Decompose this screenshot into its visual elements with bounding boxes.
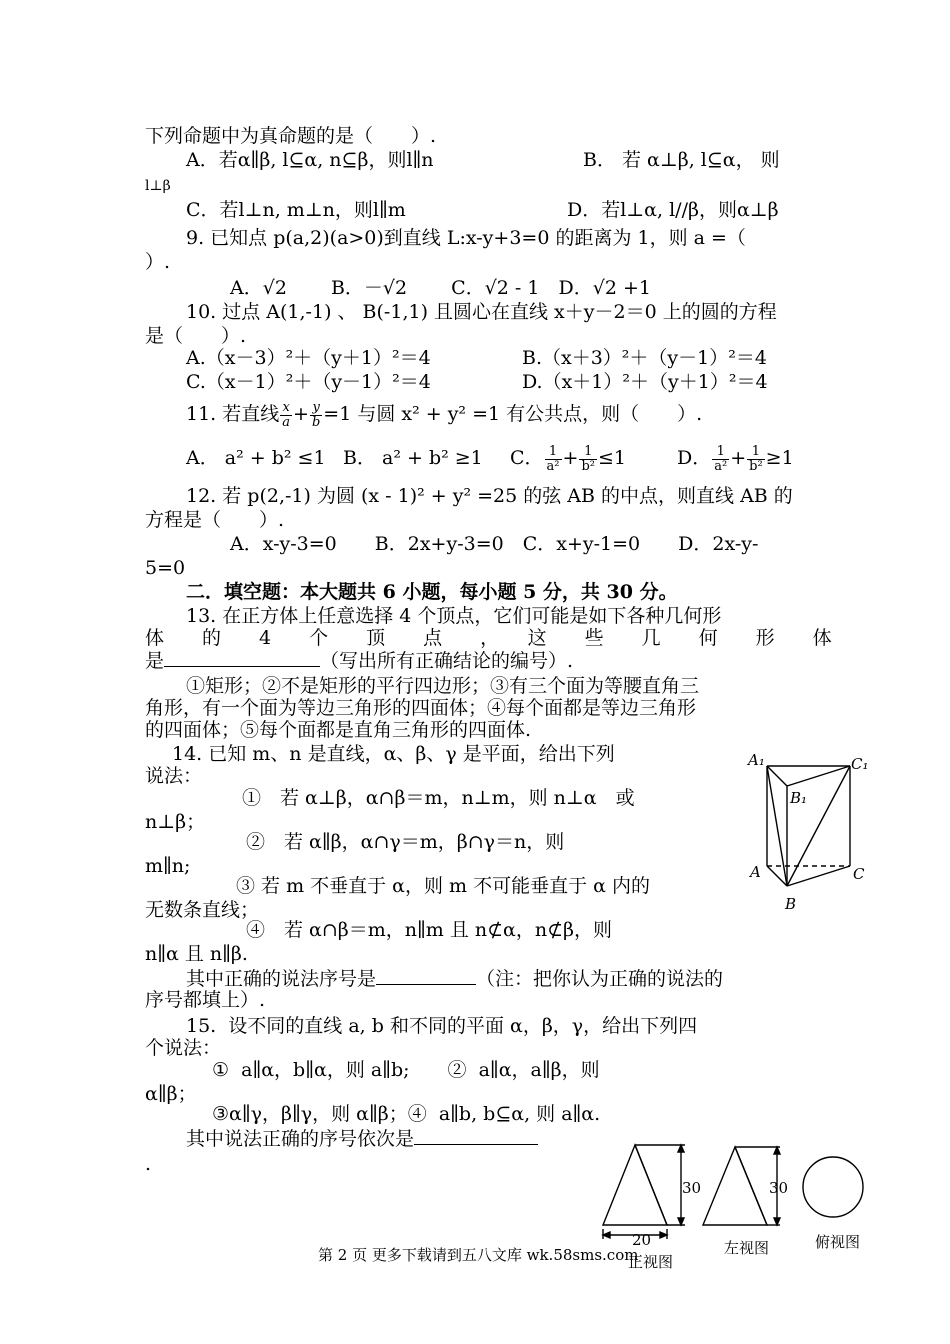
q8-option-b-cont: l⊥β bbox=[145, 178, 171, 194]
prism-diagonal-a1b bbox=[767, 766, 787, 886]
q13-line2: 体 的 4 个 顶 点 ， 这 些 几 何 形 体 bbox=[145, 627, 832, 649]
q14-line6: m∥n; bbox=[145, 855, 191, 877]
frac-y-over-b: $\frac{y}{b}$ bbox=[311, 399, 321, 430]
section2-heading: 二．填空题：本大题共 6 小题，每小题 5 分，共 30 分。 bbox=[186, 581, 678, 603]
page-footer: 第 2 页 更多下载请到五八文库 wk.58sms.com bbox=[318, 1246, 639, 1264]
q15-line4: α∥β； bbox=[145, 1083, 197, 1105]
q15-line1: 15. 设不同的直线 a, b 和不同的平面 α，β，γ，给出下列四 bbox=[186, 1015, 698, 1037]
front-view-height: 30 bbox=[682, 1179, 702, 1197]
q13-line6: 的四面体；⑤每个面都是直角三角形的四面体. bbox=[145, 719, 532, 741]
q13-line3: 是 （写出所有正确结论的编号）. bbox=[145, 650, 574, 672]
q14-line11: 其中正确的说法序号是 （注：把你认为正确的说法的 bbox=[186, 968, 724, 990]
q12-stem-cont: 方程是（ ）. bbox=[145, 509, 285, 531]
q14-answer-blank[interactable] bbox=[376, 966, 476, 985]
q12-options-cont: 5=0 bbox=[145, 557, 186, 579]
top-view-circle bbox=[803, 1157, 863, 1217]
q13-line4: ①矩形；②不是矩形的平行四边形；③有三个面为等腰直角三 bbox=[186, 675, 700, 697]
q13-answer-blank[interactable] bbox=[164, 648, 320, 667]
q14-line1: 14. 已知 m、n 是直线，α、β、γ 是平面，给出下列 bbox=[172, 743, 615, 765]
q10-option-b: B.（x＋3）²＋（y－1）²＝4 bbox=[522, 347, 767, 369]
q11-option-c: C． $\frac{1}{\text{a²}}$ + $\frac{1}{\text{b²}}$ ≤1 bbox=[510, 443, 626, 474]
prism-diagonal-c1b bbox=[787, 766, 850, 886]
q15-line2: 个说法： bbox=[145, 1037, 222, 1059]
q15-answer-blank[interactable] bbox=[414, 1126, 538, 1145]
q8-option-b: B． 若 α⊥β, l⊆α， 则 bbox=[583, 149, 780, 171]
prism-label-a: A bbox=[750, 863, 761, 881]
q8-option-c: C．若l⊥n, m⊥n，则l∥m bbox=[186, 199, 406, 221]
q14-line10: n∥α 且 n∥β. bbox=[145, 943, 248, 965]
q15-line3: ① a∥α，b∥α，则 a∥b; ② a∥α，a∥β，则 bbox=[212, 1059, 600, 1081]
q9-options: A．√2 B．－√2 C．√2 - 1 D．√2 +1 bbox=[230, 277, 651, 299]
prism-label-c1: C₁ bbox=[851, 755, 869, 773]
q10-stem-cont: 是（ ）. bbox=[145, 325, 247, 347]
q10-option-c: C.（x－1）²＋（y－1）²＝4 bbox=[186, 371, 431, 393]
q12-stem: 12. 若 p(2,-1) 为圆 (x - 1)² + y² =25 的弦 AB 的中点，则直线 AB 的 bbox=[186, 485, 793, 507]
q8-stem: 下列命题中为真命题的是（ ）. bbox=[145, 125, 437, 147]
q9-stem-cont: ）. bbox=[145, 251, 171, 273]
left-view-height: 30 bbox=[769, 1179, 789, 1197]
q13-line5: 角形，有一个面为等边三角形的四面体；④每个面都是等边三角形 bbox=[145, 697, 697, 719]
q14-line3: ① 若 α⊥β，α∩β＝m，n⊥m，则 n⊥α 或 bbox=[242, 787, 635, 809]
q15-line6: 其中说法正确的序号依次是 bbox=[186, 1126, 538, 1151]
q11-option-b: B． a² + b² ≥1 bbox=[343, 447, 483, 469]
q14-line5: ② 若 α∥β，α∩γ＝m，β∩γ＝n，则 bbox=[246, 831, 565, 853]
q14-line12: 序号都填上）. bbox=[145, 989, 266, 1011]
front-view-caption: 正视图 bbox=[628, 1253, 674, 1271]
front-view-width: 20 bbox=[632, 1231, 652, 1249]
q14-line4: n⊥β； bbox=[145, 811, 206, 833]
q14-line2: 说法： bbox=[145, 765, 203, 787]
prism-label-b: B bbox=[785, 895, 797, 913]
prism-label-b1: B₁ bbox=[790, 789, 808, 807]
q14-line7: ③ 若 m 不垂直于 α，则 m 不可能垂直于 α 内的 bbox=[236, 875, 651, 897]
q14-line9: ④ 若 α∩β＝m，n∥m 且 n⊄α，n⊄β，则 bbox=[246, 919, 613, 941]
frac-x-over-a: $\frac{x}{a}$ bbox=[282, 399, 291, 430]
q10-stem: 10. 过点 A(1,-1) 、 B(-1,1) 且圆心在直线 x＋y－2＝0 上的圆的方程 bbox=[186, 301, 777, 323]
q15-line7: . bbox=[145, 1153, 152, 1175]
q13-line1: 13. 在正方体上任意选择 4 个顶点，它们可能是如下各种几何形 bbox=[186, 605, 722, 627]
prism-label-a1: A₁ bbox=[748, 751, 765, 769]
q11-stem: 11. 若直线 $\frac{x}{a}$ + $\frac{y}{b}$ =1 与圆 x² + y² =1 有公共点，则（ ）. bbox=[186, 399, 703, 430]
q11-option-d: D． $\frac{1}{\text{a²}}$ + $\frac{1}{\text{b²}}$ ≥1 bbox=[677, 443, 794, 474]
q10-option-d: D.（x＋1）²＋（y＋1）²＝4 bbox=[522, 371, 768, 393]
q11-option-a: A． a² + b² ≤1 bbox=[186, 447, 326, 469]
q10-option-a: A.（x－3）²＋（y＋1）²＝4 bbox=[186, 347, 431, 369]
q14-line8: 无数条直线； bbox=[145, 899, 260, 921]
q8-option-a: A．若α∥β, l⊆α, n⊆β，则l∥n bbox=[186, 149, 434, 171]
left-view-caption: 左视图 bbox=[724, 1239, 770, 1257]
q9-stem: 9. 已知点 p(a,2)(a>0)到直线 L:x-y+3=0 的距离为 1，则 a =（ bbox=[186, 227, 746, 249]
q8-option-d: D．若l⊥α, l//β，则α⊥β bbox=[567, 199, 779, 221]
front-view bbox=[603, 1145, 685, 1239]
top-view-caption: 俯视图 bbox=[815, 1233, 861, 1251]
q15-line5: ③α∥γ，β∥γ，则 α∥β；④ a∥b, b⊆α, 则 a∥α. bbox=[212, 1103, 601, 1125]
prism-label-c: C bbox=[853, 865, 865, 883]
q12-options: A．x-y-3=0 B．2x+y-3=0 C．x+y-1=0 D．2x-y- bbox=[230, 533, 759, 555]
